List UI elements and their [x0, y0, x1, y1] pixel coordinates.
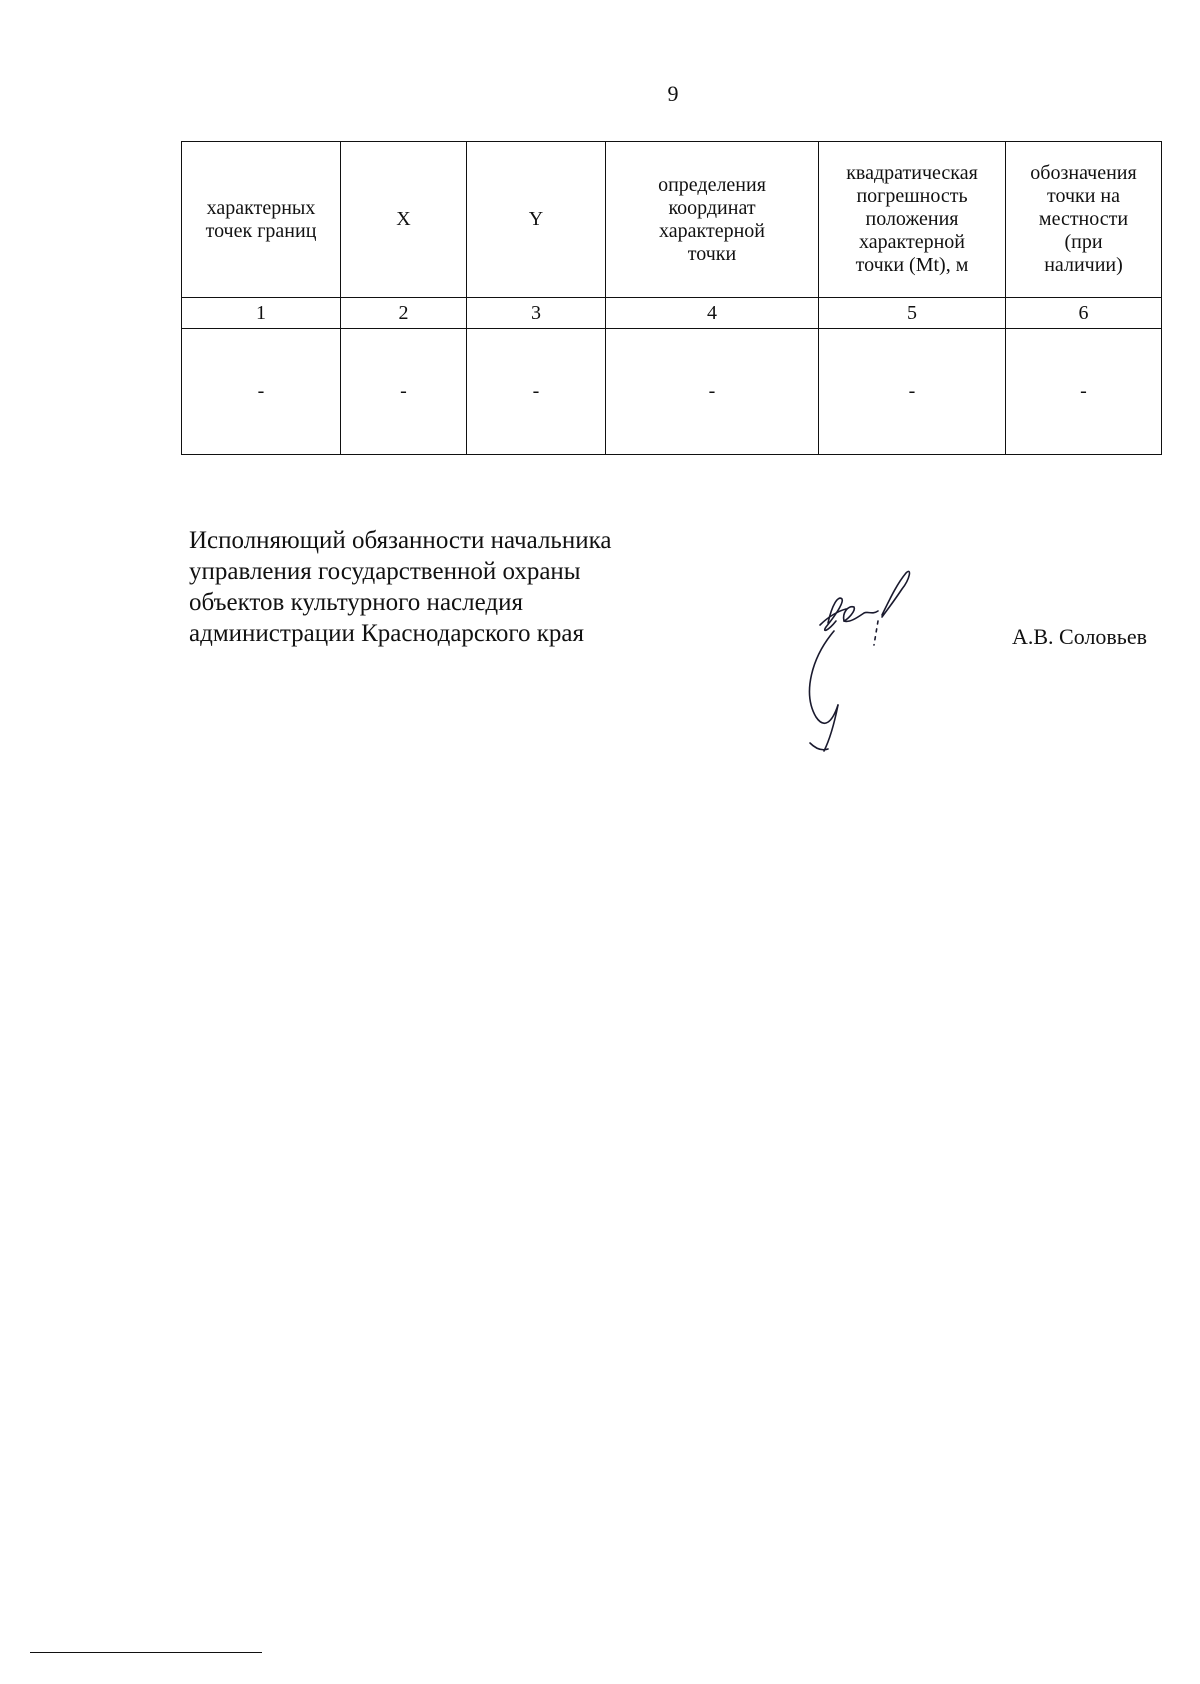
header-cell: X: [341, 142, 467, 298]
header-cell: характерных точек границ: [182, 142, 341, 298]
position-line: Исполняющий обязанности начальника: [189, 527, 612, 554]
column-number-cell: 2: [341, 298, 467, 329]
column-number-cell: 6: [1006, 298, 1162, 329]
table-header-row: [182, 142, 1162, 298]
column-number-cell: 1: [182, 298, 341, 329]
column-number-cell: 4: [606, 298, 819, 329]
position-line: администрации Краснодарского края: [189, 620, 585, 647]
signatory-position: [189, 525, 709, 649]
position-line: объектов культурного наследия: [189, 589, 523, 616]
page-number: 9: [667, 81, 679, 106]
table-cell: -: [606, 329, 819, 455]
column-number-cell: 3: [467, 298, 606, 329]
header-cell: определения координат характерной точки: [606, 142, 819, 298]
position-line: управления государственной охраны: [189, 558, 581, 585]
handwritten-signature: [798, 565, 928, 755]
characteristic-points-table: [181, 141, 1162, 455]
table-number-row: [182, 298, 1162, 329]
table-cell: -: [467, 329, 606, 455]
header-cell: квадратическая погрешность положения характерной точки (Mt), м: [819, 142, 1006, 298]
signer-name: А.В. Соловьев: [1012, 624, 1147, 649]
footnote-divider: [30, 1652, 262, 1653]
table-cell: -: [1006, 329, 1162, 455]
table-row: [182, 329, 1162, 455]
column-number-cell: 5: [819, 298, 1006, 329]
header-cell: обозначения точки на местности (при наличии): [1006, 142, 1162, 298]
table-cell: -: [819, 329, 1006, 455]
table-cell: -: [182, 329, 341, 455]
header-cell: Y: [467, 142, 606, 298]
table-cell: -: [341, 329, 467, 455]
